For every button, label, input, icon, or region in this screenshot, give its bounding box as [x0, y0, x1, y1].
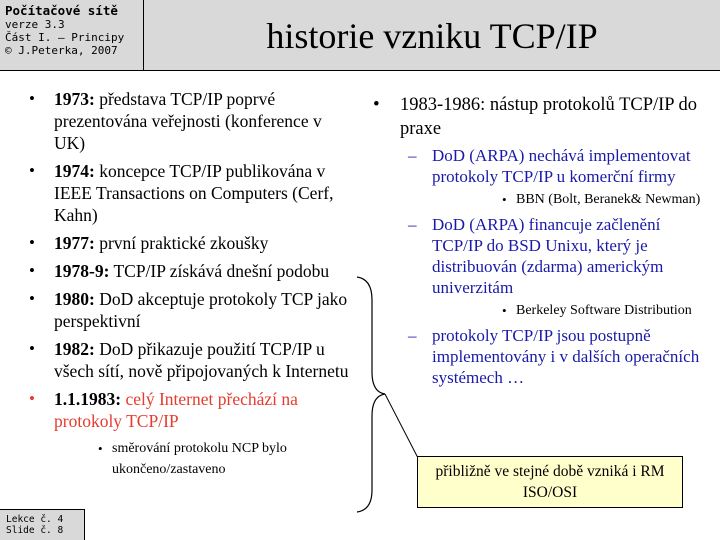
timeline-text: TCP/IP získává dnešní podobu — [109, 261, 330, 281]
version-label: verze 3.3 — [5, 18, 65, 31]
timeline-item-1982 — [22, 338, 352, 382]
timeline-sublist — [54, 438, 352, 480]
part-label: Část I. – Principy — [5, 31, 125, 44]
adoption-text: protokoly TCP/IP jsou postupně implementovány i v dalších operačních systémech … — [432, 326, 700, 387]
timeline-text: první praktické zkoušky — [94, 233, 269, 253]
adoption-item-other-os — [372, 325, 702, 388]
lecture-number: Lekce č. 4 — [6, 514, 64, 525]
timeline-year: 1977: — [54, 233, 95, 253]
slide-number: Slide č. 8 — [6, 525, 64, 536]
course-info-box — [0, 0, 144, 71]
adoption-text: DoD (ARPA) nechává implementovat protokoly TCP/IP u komerční firmy — [432, 146, 691, 186]
timeline-year: 1980: — [54, 289, 95, 309]
right-column — [372, 93, 702, 392]
timeline-year: 1978-9: — [54, 261, 110, 281]
timeline-item-1983 — [22, 388, 352, 480]
timeline-item-1977 — [22, 232, 352, 254]
timeline-item-1980 — [22, 288, 352, 332]
course-name: Počítačové sítě — [5, 3, 118, 18]
left-column — [22, 88, 352, 486]
adoption-sublist — [432, 190, 702, 210]
timeline-text: DoD přikazuje použití TCP/IP u všech sítí, nově připojovaných k Internetu — [54, 339, 349, 381]
osi-note-box: přibližně ve stejné době vzniká i RM ISO/OSI — [417, 456, 683, 508]
adoption-heading: • 1983-1986: nástup protokolů TCP/IP do praxe — [372, 93, 702, 141]
adoption-item-commercial — [372, 145, 702, 210]
copyright-label: © J.Peterka, 2007 — [5, 44, 118, 57]
adoption-sublist — [432, 301, 702, 321]
adoption-subitem: • Berkeley Software Distribution — [502, 301, 702, 321]
adoption-item-bsd — [372, 214, 702, 321]
timeline-text: koncepce TCP/IP publikována v IEEE Transactions on Computers (Cerf, Kahn) — [54, 161, 334, 225]
timeline-text: celý Internet přechází na protokoly TCP/IP — [54, 389, 298, 431]
timeline-list — [22, 88, 352, 480]
timeline-year: 1973: — [54, 89, 95, 109]
adoption-list — [372, 145, 702, 388]
adoption-text: DoD (ARPA) financuje začlenění TCP/IP do BSD Unixu, který je distribuován (zdarma) americkým univerzitám — [432, 215, 664, 297]
timeline-year: 1982: — [54, 339, 95, 359]
timeline-item-1974 — [22, 160, 352, 226]
timeline-text: DoD akceptuje protokoly TCP jako perspektivní — [54, 289, 348, 331]
timeline-text: představa TCP/IP poprvé prezentována veřejnosti (konference v UK) — [54, 89, 322, 153]
slide-title: historie vzniku TCP/IP — [266, 16, 598, 56]
timeline-item-1978-9 — [22, 260, 352, 282]
timeline-year: 1.1.1983: — [54, 389, 122, 409]
adoption-subitem: • BBN (Bolt, Beranek& Newman) — [502, 190, 702, 210]
timeline-subitem: • směrování protokolu NCP bylo ukončeno/zastaveno — [98, 438, 352, 480]
timeline-item-1973 — [22, 88, 352, 154]
timeline-year: 1974: — [54, 161, 95, 181]
slide-footer — [0, 509, 85, 540]
